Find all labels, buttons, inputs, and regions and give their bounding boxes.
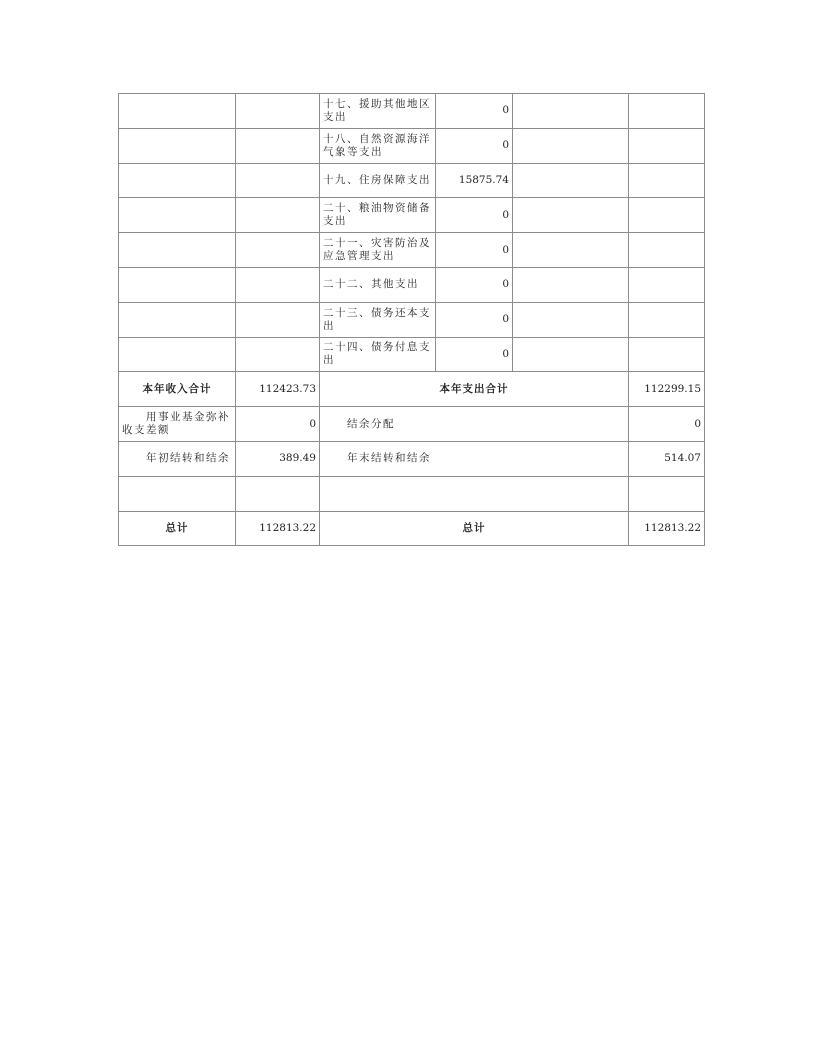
expense-item-label: 二十、粮油物资储备支出	[320, 198, 436, 233]
empty-cell	[119, 476, 236, 511]
expense-item-value: 15875.74	[436, 163, 513, 198]
fund-label-cell	[119, 407, 236, 442]
empty-cell	[236, 163, 320, 198]
expense-item-value: 0	[436, 302, 513, 337]
income-total-label: 本年收入合计	[119, 372, 236, 407]
empty-cell	[236, 233, 320, 268]
empty-cell	[320, 476, 629, 511]
empty-cell	[629, 128, 705, 163]
fund-value: 0	[236, 407, 320, 442]
empty-cell	[119, 128, 236, 163]
empty-cell	[513, 233, 629, 268]
empty-cell	[513, 94, 629, 129]
expense-item-label: 十八、自然资源海洋气象等支出	[320, 128, 436, 163]
empty-cell	[629, 267, 705, 302]
carry-in-value: 389.49	[236, 441, 320, 476]
grand-total-left-value: 112813.22	[236, 511, 320, 546]
grand-total-left-label: 总计	[119, 511, 236, 546]
empty-cell	[513, 337, 629, 372]
expense-item-label: 十九、住房保障支出	[320, 163, 436, 198]
empty-cell	[629, 198, 705, 233]
expense-item-label: 二十三、债务还本支出	[320, 302, 436, 337]
carry-in-label: 年初结转和结余	[146, 452, 230, 465]
empty-cell	[119, 163, 236, 198]
empty-cell	[629, 233, 705, 268]
income-total-value: 112423.73	[236, 372, 320, 407]
empty-cell	[513, 163, 629, 198]
totals-row	[119, 372, 705, 407]
budget-table	[118, 93, 705, 546]
table-row	[119, 128, 705, 163]
carry-row	[119, 441, 705, 476]
fund-label: 用事业基金弥补收支差额	[122, 411, 230, 437]
grand-total-right-label: 总计	[320, 511, 629, 546]
expense-item-value: 0	[436, 267, 513, 302]
expense-item-value: 0	[436, 128, 513, 163]
expense-total-label: 本年支出合计	[320, 372, 629, 407]
empty-cell	[236, 94, 320, 129]
empty-cell	[119, 198, 236, 233]
empty-cell	[629, 163, 705, 198]
table-row	[119, 198, 705, 233]
empty-cell	[513, 128, 629, 163]
empty-cell	[119, 267, 236, 302]
empty-cell	[236, 128, 320, 163]
carry-out-label: 年末结转和结余	[347, 452, 431, 465]
table-row	[119, 233, 705, 268]
empty-cell	[236, 337, 320, 372]
expense-item-label: 十七、援助其他地区支出	[320, 94, 436, 129]
empty-cell	[119, 337, 236, 372]
empty-cell	[236, 476, 320, 511]
surplus-value: 0	[629, 407, 705, 442]
blank-row	[119, 476, 705, 511]
empty-cell	[236, 267, 320, 302]
expense-item-label: 二十一、灾害防治及应急管理支出	[320, 233, 436, 268]
table-row	[119, 337, 705, 372]
empty-cell	[236, 198, 320, 233]
expense-total-value: 112299.15	[629, 372, 705, 407]
table-row	[119, 163, 705, 198]
expense-item-value: 0	[436, 94, 513, 129]
expense-item-value: 0	[436, 233, 513, 268]
empty-cell	[119, 233, 236, 268]
surplus-label: 结余分配	[347, 417, 395, 430]
expense-item-value: 0	[436, 198, 513, 233]
empty-cell	[513, 198, 629, 233]
empty-cell	[236, 302, 320, 337]
empty-cell	[629, 94, 705, 129]
grand-total-right-value: 112813.22	[629, 511, 705, 546]
expense-item-label: 二十四、债务付息支出	[320, 337, 436, 372]
grand-total-row	[119, 511, 705, 546]
empty-cell	[119, 302, 236, 337]
empty-cell	[629, 337, 705, 372]
table-row	[119, 267, 705, 302]
empty-cell	[513, 302, 629, 337]
carry-out-label-cell	[320, 441, 629, 476]
empty-cell	[119, 94, 236, 129]
table-row	[119, 94, 705, 129]
empty-cell	[513, 267, 629, 302]
empty-cell	[629, 302, 705, 337]
empty-cell	[629, 476, 705, 511]
carry-in-label-cell	[119, 441, 236, 476]
expense-item-label: 二十二、其他支出	[320, 267, 436, 302]
table-row	[119, 302, 705, 337]
fund-row	[119, 407, 705, 442]
carry-out-value: 514.07	[629, 441, 705, 476]
surplus-label-cell	[320, 407, 629, 442]
expense-item-value: 0	[436, 337, 513, 372]
